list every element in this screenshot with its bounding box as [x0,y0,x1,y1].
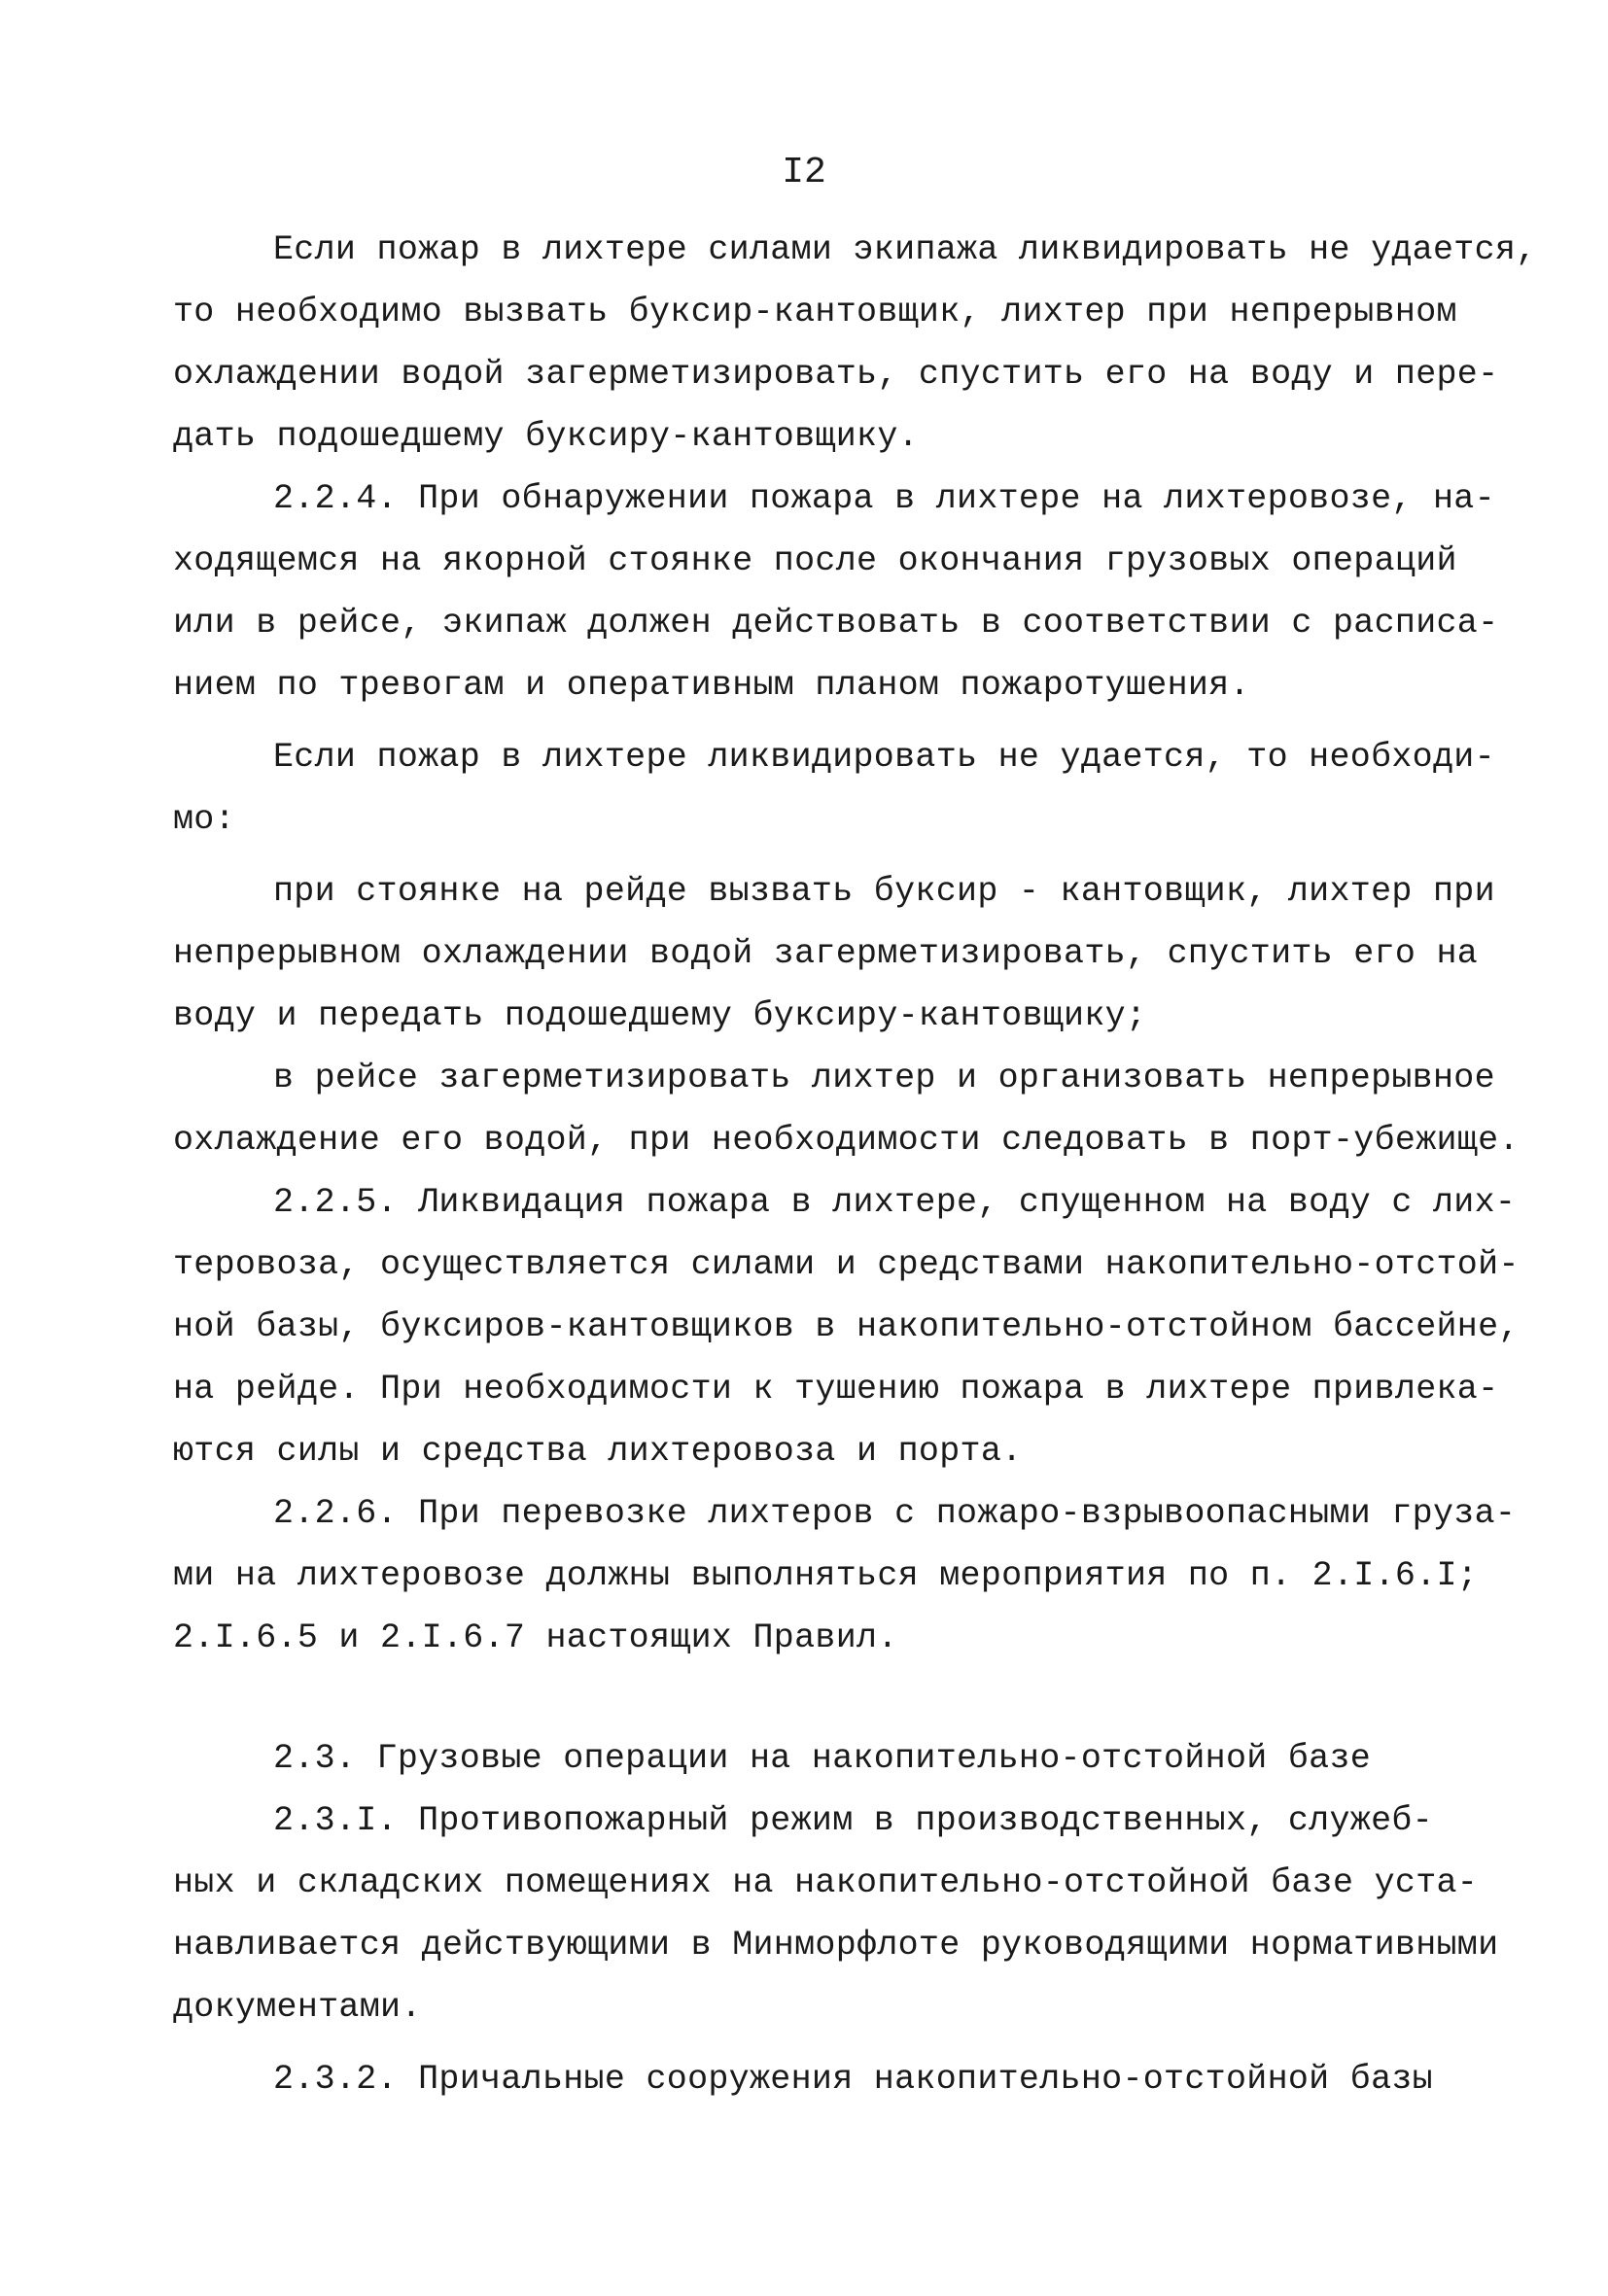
text-line: навливается действующими в Минморфлоте руководящими нормативными [173,1926,1499,1965]
text-line: или в рейсе, экипаж должен действовать в соответствии с расписа- [173,604,1499,643]
text-line: 2.2.4. При обнаружении пожара в лихтере на лихтеровозе, на- [273,479,1495,518]
text-line: ми на лихтеровозе должны выполняться мероприятия по п. 2.I.6.I; [173,1556,1479,1595]
text-line: нием по тревогам и оперативным планом пожаротушения. [173,666,1250,705]
text-line: ходящемся на якорной стоянке после окончания грузовых операций [173,541,1457,580]
text-line: при стоянке на рейде вызвать буксир - кантовщик, лихтер при [273,872,1495,911]
text-line: дать подошедшему буксиру-кантовщику. [173,417,919,456]
text-line: на рейде. При необходимости к тушению пожара в лихтере привлека- [173,1370,1499,1409]
text-line: 2.2.5. Ликвидация пожара в лихтере, спущенном на воду с лих- [273,1183,1517,1222]
text-line: Если пожар в лихтере ликвидировать не удается, то необходи- [273,738,1495,777]
text-line: документами. [173,1988,422,2027]
text-line: ных и складских помещениях на накопительно-отстойной базе уста- [173,1863,1479,1902]
text-line: ются силы и средства лихтеровоза и порта. [173,1432,1023,1471]
text-line: 2.3.2. Причальные сооружения накопительно-отстойной базы [273,2060,1433,2099]
text-line: то необходимо вызвать буксир-кантовщик, лихтер при непрерывном [173,293,1457,331]
text-line: 2.2.6. При перевозке лихтеров с пожаро-взрывоопасными груза- [273,1494,1517,1533]
section-heading: 2.3. Грузовые операции на накопительно-отстойной базе [273,1739,1372,1778]
text-line: охлаждении водой загерметизировать, спустить его на воду и пере- [173,355,1499,394]
text-line: мо: [173,800,235,839]
text-line: Если пожар в лихтере силами экипажа ликвидировать не удается, [273,230,1537,269]
text-line: в рейсе загерметизировать лихтер и организовать непрерывное [273,1059,1495,1097]
text-line: воду и передать подошедшему буксиру-кантовщику; [173,996,1147,1035]
text-line: теровоза, осуществляется силами и средствами накопительно-отстой- [173,1245,1520,1284]
page-number: I2 [782,152,826,193]
text-line: непрерывном охлаждении водой загерметизировать, спустить его на [173,934,1479,973]
text-line: 2.3.I. Противопожарный режим в производственных, служеб- [273,1801,1433,1840]
text-line: охлаждение его водой, при необходимости следовать в порт-убежище. [173,1121,1520,1160]
body-text [173,219,1537,2110]
text-line: 2.I.6.5 и 2.I.6.7 настоящих Правил. [173,1618,898,1657]
text-line: ной базы, буксиров-кантовщиков в накопительно-отстойном бассейне, [173,1307,1520,1346]
